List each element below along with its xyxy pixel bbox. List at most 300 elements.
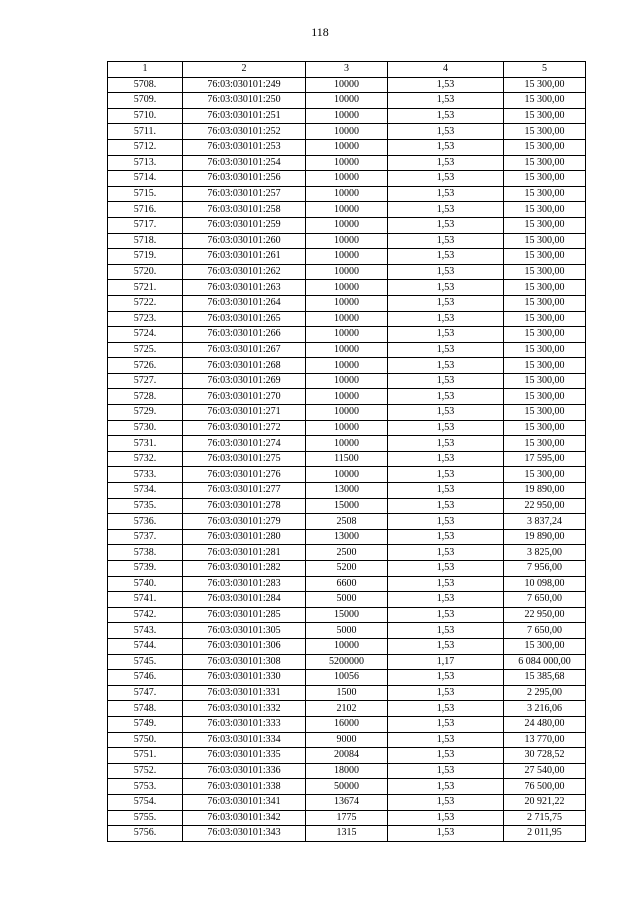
cadastral-number-cell: 76:03:030101:332 bbox=[183, 701, 306, 717]
table-row bbox=[108, 794, 586, 810]
amount-cell: 15 300,00 bbox=[504, 436, 586, 452]
coefficient-cell: 1,53 bbox=[388, 186, 504, 202]
coefficient-cell: 1,53 bbox=[388, 779, 504, 795]
table-row bbox=[108, 576, 586, 592]
coefficient-cell: 1,53 bbox=[388, 342, 504, 358]
area-cell: 10000 bbox=[306, 405, 388, 421]
coefficient-cell: 1,53 bbox=[388, 685, 504, 701]
area-cell: 10000 bbox=[306, 373, 388, 389]
amount-cell: 76 500,00 bbox=[504, 779, 586, 795]
table-row bbox=[108, 732, 586, 748]
coefficient-cell: 1,53 bbox=[388, 420, 504, 436]
coefficient-cell: 1,53 bbox=[388, 311, 504, 327]
cadastral-number-cell: 76:03:030101:342 bbox=[183, 810, 306, 826]
amount-cell: 15 300,00 bbox=[504, 217, 586, 233]
amount-cell: 15 300,00 bbox=[504, 108, 586, 124]
table-row bbox=[108, 826, 586, 842]
area-cell: 2500 bbox=[306, 545, 388, 561]
row-number-cell: 5753. bbox=[108, 779, 183, 795]
table-row bbox=[108, 202, 586, 218]
amount-cell: 22 950,00 bbox=[504, 498, 586, 514]
table-row bbox=[108, 716, 586, 732]
row-number-cell: 5714. bbox=[108, 171, 183, 187]
column-header: 4 bbox=[388, 62, 504, 78]
table-body bbox=[108, 77, 586, 841]
table-row bbox=[108, 483, 586, 499]
amount-cell: 10 098,00 bbox=[504, 576, 586, 592]
cadastral-number-cell: 76:03:030101:338 bbox=[183, 779, 306, 795]
amount-cell: 19 890,00 bbox=[504, 483, 586, 499]
row-number-cell: 5710. bbox=[108, 108, 183, 124]
cadastral-number-cell: 76:03:030101:283 bbox=[183, 576, 306, 592]
area-cell: 5000 bbox=[306, 623, 388, 639]
coefficient-cell: 1,53 bbox=[388, 576, 504, 592]
area-cell: 10000 bbox=[306, 280, 388, 296]
area-cell: 5200 bbox=[306, 561, 388, 577]
area-cell: 10000 bbox=[306, 124, 388, 140]
table-row bbox=[108, 186, 586, 202]
table-row bbox=[108, 264, 586, 280]
table-row bbox=[108, 670, 586, 686]
table-row bbox=[108, 436, 586, 452]
cadastral-number-cell: 76:03:030101:272 bbox=[183, 420, 306, 436]
amount-cell: 15 300,00 bbox=[504, 327, 586, 343]
row-number-cell: 5708. bbox=[108, 77, 183, 93]
area-cell: 10000 bbox=[306, 342, 388, 358]
coefficient-cell: 1,53 bbox=[388, 93, 504, 109]
area-cell: 10000 bbox=[306, 264, 388, 280]
row-number-cell: 5752. bbox=[108, 763, 183, 779]
amount-cell: 17 595,00 bbox=[504, 451, 586, 467]
cadastral-number-cell: 76:03:030101:306 bbox=[183, 638, 306, 654]
table-row bbox=[108, 748, 586, 764]
amount-cell: 15 300,00 bbox=[504, 139, 586, 155]
amount-cell: 15 300,00 bbox=[504, 342, 586, 358]
row-number-cell: 5754. bbox=[108, 794, 183, 810]
table-row bbox=[108, 108, 586, 124]
coefficient-cell: 1,53 bbox=[388, 280, 504, 296]
row-number-cell: 5740. bbox=[108, 576, 183, 592]
amount-cell: 15 300,00 bbox=[504, 155, 586, 171]
coefficient-cell: 1,53 bbox=[388, 249, 504, 265]
coefficient-cell: 1,53 bbox=[388, 108, 504, 124]
coefficient-cell: 1,53 bbox=[388, 77, 504, 93]
area-cell: 10000 bbox=[306, 327, 388, 343]
cadastral-number-cell: 76:03:030101:254 bbox=[183, 155, 306, 171]
amount-cell: 15 300,00 bbox=[504, 295, 586, 311]
area-cell: 10000 bbox=[306, 108, 388, 124]
cadastral-number-cell: 76:03:030101:269 bbox=[183, 373, 306, 389]
row-number-cell: 5756. bbox=[108, 826, 183, 842]
cadastral-number-cell: 76:03:030101:285 bbox=[183, 607, 306, 623]
column-header: 5 bbox=[504, 62, 586, 78]
amount-cell: 20 921,22 bbox=[504, 794, 586, 810]
amount-cell: 15 300,00 bbox=[504, 405, 586, 421]
amount-cell: 3 825,00 bbox=[504, 545, 586, 561]
area-cell: 10056 bbox=[306, 670, 388, 686]
row-number-cell: 5719. bbox=[108, 249, 183, 265]
table-row bbox=[108, 638, 586, 654]
row-number-cell: 5733. bbox=[108, 467, 183, 483]
area-cell: 2102 bbox=[306, 701, 388, 717]
cadastral-number-cell: 76:03:030101:333 bbox=[183, 716, 306, 732]
row-number-cell: 5724. bbox=[108, 327, 183, 343]
coefficient-cell: 1,53 bbox=[388, 436, 504, 452]
area-cell: 10000 bbox=[306, 436, 388, 452]
row-number-cell: 5739. bbox=[108, 561, 183, 577]
cadastral-number-cell: 76:03:030101:260 bbox=[183, 233, 306, 249]
table-row bbox=[108, 467, 586, 483]
area-cell: 10000 bbox=[306, 233, 388, 249]
area-cell: 13674 bbox=[306, 794, 388, 810]
coefficient-cell: 1,53 bbox=[388, 623, 504, 639]
table-row bbox=[108, 155, 586, 171]
row-number-cell: 5723. bbox=[108, 311, 183, 327]
area-cell: 6600 bbox=[306, 576, 388, 592]
cadastral-number-cell: 76:03:030101:258 bbox=[183, 202, 306, 218]
coefficient-cell: 1,53 bbox=[388, 327, 504, 343]
amount-cell: 15 300,00 bbox=[504, 373, 586, 389]
area-cell: 15000 bbox=[306, 607, 388, 623]
area-cell: 10000 bbox=[306, 420, 388, 436]
coefficient-cell: 1,53 bbox=[388, 295, 504, 311]
row-number-cell: 5732. bbox=[108, 451, 183, 467]
table-row bbox=[108, 545, 586, 561]
area-cell: 2508 bbox=[306, 514, 388, 530]
table-row bbox=[108, 685, 586, 701]
area-cell: 1315 bbox=[306, 826, 388, 842]
table-row bbox=[108, 311, 586, 327]
cadastral-number-cell: 76:03:030101:250 bbox=[183, 93, 306, 109]
coefficient-cell: 1,53 bbox=[388, 498, 504, 514]
coefficient-cell: 1,53 bbox=[388, 358, 504, 374]
row-number-cell: 5738. bbox=[108, 545, 183, 561]
cadastral-number-cell: 76:03:030101:265 bbox=[183, 311, 306, 327]
table-row bbox=[108, 498, 586, 514]
table-row bbox=[108, 124, 586, 140]
cadastral-number-cell: 76:03:030101:264 bbox=[183, 295, 306, 311]
cadastral-number-cell: 76:03:030101:275 bbox=[183, 451, 306, 467]
area-cell: 15000 bbox=[306, 498, 388, 514]
cadastral-number-cell: 76:03:030101:336 bbox=[183, 763, 306, 779]
row-number-cell: 5744. bbox=[108, 638, 183, 654]
row-number-cell: 5718. bbox=[108, 233, 183, 249]
row-number-cell: 5730. bbox=[108, 420, 183, 436]
amount-cell: 15 300,00 bbox=[504, 467, 586, 483]
area-cell: 11500 bbox=[306, 451, 388, 467]
amount-cell: 24 480,00 bbox=[504, 716, 586, 732]
cadastral-number-cell: 76:03:030101:261 bbox=[183, 249, 306, 265]
coefficient-cell: 1,53 bbox=[388, 483, 504, 499]
area-cell: 10000 bbox=[306, 93, 388, 109]
table-row bbox=[108, 327, 586, 343]
coefficient-cell: 1,53 bbox=[388, 592, 504, 608]
coefficient-cell: 1,53 bbox=[388, 373, 504, 389]
table-row bbox=[108, 514, 586, 530]
area-cell: 10000 bbox=[306, 295, 388, 311]
cadastral-number-cell: 76:03:030101:276 bbox=[183, 467, 306, 483]
table-row bbox=[108, 295, 586, 311]
cadastral-number-cell: 76:03:030101:262 bbox=[183, 264, 306, 280]
area-cell: 13000 bbox=[306, 529, 388, 545]
coefficient-cell: 1,53 bbox=[388, 732, 504, 748]
cadastral-number-cell: 76:03:030101:263 bbox=[183, 280, 306, 296]
cadastral-number-cell: 76:03:030101:259 bbox=[183, 217, 306, 233]
row-number-cell: 5720. bbox=[108, 264, 183, 280]
area-cell: 1500 bbox=[306, 685, 388, 701]
coefficient-cell: 1,53 bbox=[388, 794, 504, 810]
coefficient-cell: 1,53 bbox=[388, 264, 504, 280]
row-number-cell: 5709. bbox=[108, 93, 183, 109]
amount-cell: 2 011,95 bbox=[504, 826, 586, 842]
amount-cell: 6 084 000,00 bbox=[504, 654, 586, 670]
table-row bbox=[108, 249, 586, 265]
cadastral-number-cell: 76:03:030101:277 bbox=[183, 483, 306, 499]
row-number-cell: 5712. bbox=[108, 139, 183, 155]
area-cell: 9000 bbox=[306, 732, 388, 748]
table-row bbox=[108, 810, 586, 826]
cadastral-number-cell: 76:03:030101:266 bbox=[183, 327, 306, 343]
amount-cell: 15 300,00 bbox=[504, 171, 586, 187]
area-cell: 50000 bbox=[306, 779, 388, 795]
table-row bbox=[108, 451, 586, 467]
cadastral-number-cell: 76:03:030101:268 bbox=[183, 358, 306, 374]
cadastral-number-cell: 76:03:030101:274 bbox=[183, 436, 306, 452]
row-number-cell: 5748. bbox=[108, 701, 183, 717]
amount-cell: 15 300,00 bbox=[504, 311, 586, 327]
area-cell: 10000 bbox=[306, 467, 388, 483]
table-row bbox=[108, 529, 586, 545]
row-number-cell: 5716. bbox=[108, 202, 183, 218]
row-number-cell: 5746. bbox=[108, 670, 183, 686]
coefficient-cell: 1,53 bbox=[388, 607, 504, 623]
cadastral-number-cell: 76:03:030101:331 bbox=[183, 685, 306, 701]
row-number-cell: 5742. bbox=[108, 607, 183, 623]
column-header: 2 bbox=[183, 62, 306, 78]
table-row bbox=[108, 654, 586, 670]
coefficient-cell: 1,53 bbox=[388, 171, 504, 187]
table-row bbox=[108, 763, 586, 779]
cadastral-number-cell: 76:03:030101:335 bbox=[183, 748, 306, 764]
area-cell: 10000 bbox=[306, 358, 388, 374]
coefficient-cell: 1,53 bbox=[388, 638, 504, 654]
area-cell: 10000 bbox=[306, 139, 388, 155]
table-row bbox=[108, 280, 586, 296]
amount-cell: 30 728,52 bbox=[504, 748, 586, 764]
coefficient-cell: 1,17 bbox=[388, 654, 504, 670]
coefficient-cell: 1,53 bbox=[388, 701, 504, 717]
cadastral-number-cell: 76:03:030101:278 bbox=[183, 498, 306, 514]
amount-cell: 3 837,24 bbox=[504, 514, 586, 530]
cadastral-number-cell: 76:03:030101:249 bbox=[183, 77, 306, 93]
area-cell: 16000 bbox=[306, 716, 388, 732]
amount-cell: 2 715,75 bbox=[504, 810, 586, 826]
cadastral-number-cell: 76:03:030101:334 bbox=[183, 732, 306, 748]
cadastral-number-cell: 76:03:030101:281 bbox=[183, 545, 306, 561]
coefficient-cell: 1,53 bbox=[388, 826, 504, 842]
row-number-cell: 5747. bbox=[108, 685, 183, 701]
coefficient-cell: 1,53 bbox=[388, 670, 504, 686]
amount-cell: 15 300,00 bbox=[504, 389, 586, 405]
table-row bbox=[108, 373, 586, 389]
row-number-cell: 5717. bbox=[108, 217, 183, 233]
cadastral-number-cell: 76:03:030101:308 bbox=[183, 654, 306, 670]
table-row bbox=[108, 405, 586, 421]
row-number-cell: 5729. bbox=[108, 405, 183, 421]
table-row bbox=[108, 93, 586, 109]
row-number-cell: 5734. bbox=[108, 483, 183, 499]
amount-cell: 15 300,00 bbox=[504, 249, 586, 265]
header-row bbox=[108, 62, 586, 78]
amount-cell: 15 300,00 bbox=[504, 202, 586, 218]
cadastral-number-cell: 76:03:030101:284 bbox=[183, 592, 306, 608]
area-cell: 1775 bbox=[306, 810, 388, 826]
area-cell: 18000 bbox=[306, 763, 388, 779]
coefficient-cell: 1,53 bbox=[388, 124, 504, 140]
cadastral-number-cell: 76:03:030101:280 bbox=[183, 529, 306, 545]
page-number: 118 bbox=[311, 25, 329, 39]
coefficient-cell: 1,53 bbox=[388, 202, 504, 218]
area-cell: 10000 bbox=[306, 186, 388, 202]
amount-cell: 15 300,00 bbox=[504, 77, 586, 93]
amount-cell: 19 890,00 bbox=[504, 529, 586, 545]
row-number-cell: 5727. bbox=[108, 373, 183, 389]
amount-cell: 15 385,68 bbox=[504, 670, 586, 686]
table-row bbox=[108, 171, 586, 187]
row-number-cell: 5731. bbox=[108, 436, 183, 452]
coefficient-cell: 1,53 bbox=[388, 139, 504, 155]
amount-cell: 7 650,00 bbox=[504, 592, 586, 608]
coefficient-cell: 1,53 bbox=[388, 748, 504, 764]
area-cell: 10000 bbox=[306, 77, 388, 93]
amount-cell: 2 295,00 bbox=[504, 685, 586, 701]
row-number-cell: 5736. bbox=[108, 514, 183, 530]
area-cell: 13000 bbox=[306, 483, 388, 499]
amount-cell: 22 950,00 bbox=[504, 607, 586, 623]
cadastral-number-cell: 76:03:030101:251 bbox=[183, 108, 306, 124]
cadastral-number-cell: 76:03:030101:330 bbox=[183, 670, 306, 686]
data-table bbox=[107, 61, 586, 842]
coefficient-cell: 1,53 bbox=[388, 233, 504, 249]
area-cell: 10000 bbox=[306, 217, 388, 233]
cadastral-number-cell: 76:03:030101:256 bbox=[183, 171, 306, 187]
area-cell: 10000 bbox=[306, 638, 388, 654]
table-row bbox=[108, 607, 586, 623]
row-number-cell: 5743. bbox=[108, 623, 183, 639]
table-row bbox=[108, 623, 586, 639]
cadastral-number-cell: 76:03:030101:267 bbox=[183, 342, 306, 358]
table-row bbox=[108, 139, 586, 155]
amount-cell: 15 300,00 bbox=[504, 638, 586, 654]
row-number-cell: 5713. bbox=[108, 155, 183, 171]
row-number-cell: 5750. bbox=[108, 732, 183, 748]
cadastral-number-cell: 76:03:030101:305 bbox=[183, 623, 306, 639]
column-header: 1 bbox=[108, 62, 183, 78]
area-cell: 10000 bbox=[306, 171, 388, 187]
area-cell: 10000 bbox=[306, 155, 388, 171]
coefficient-cell: 1,53 bbox=[388, 810, 504, 826]
row-number-cell: 5726. bbox=[108, 358, 183, 374]
row-number-cell: 5749. bbox=[108, 716, 183, 732]
amount-cell: 15 300,00 bbox=[504, 233, 586, 249]
cadastral-number-cell: 76:03:030101:270 bbox=[183, 389, 306, 405]
table-row bbox=[108, 233, 586, 249]
table-row bbox=[108, 561, 586, 577]
row-number-cell: 5735. bbox=[108, 498, 183, 514]
table-row bbox=[108, 592, 586, 608]
cadastral-number-cell: 76:03:030101:271 bbox=[183, 405, 306, 421]
table-row bbox=[108, 217, 586, 233]
area-cell: 5200000 bbox=[306, 654, 388, 670]
cadastral-number-cell: 76:03:030101:253 bbox=[183, 139, 306, 155]
table-row bbox=[108, 420, 586, 436]
amount-cell: 15 300,00 bbox=[504, 280, 586, 296]
coefficient-cell: 1,53 bbox=[388, 389, 504, 405]
table-row bbox=[108, 779, 586, 795]
coefficient-cell: 1,53 bbox=[388, 763, 504, 779]
row-number-cell: 5715. bbox=[108, 186, 183, 202]
column-header: 3 bbox=[306, 62, 388, 78]
amount-cell: 15 300,00 bbox=[504, 124, 586, 140]
row-number-cell: 5745. bbox=[108, 654, 183, 670]
coefficient-cell: 1,53 bbox=[388, 451, 504, 467]
amount-cell: 15 300,00 bbox=[504, 358, 586, 374]
coefficient-cell: 1,53 bbox=[388, 529, 504, 545]
amount-cell: 27 540,00 bbox=[504, 763, 586, 779]
cadastral-number-cell: 76:03:030101:252 bbox=[183, 124, 306, 140]
table-row bbox=[108, 701, 586, 717]
area-cell: 10000 bbox=[306, 311, 388, 327]
coefficient-cell: 1,53 bbox=[388, 405, 504, 421]
cadastral-number-cell: 76:03:030101:343 bbox=[183, 826, 306, 842]
area-cell: 10000 bbox=[306, 389, 388, 405]
coefficient-cell: 1,53 bbox=[388, 467, 504, 483]
cadastral-number-cell: 76:03:030101:257 bbox=[183, 186, 306, 202]
table-row bbox=[108, 389, 586, 405]
amount-cell: 15 300,00 bbox=[504, 93, 586, 109]
row-number-cell: 5722. bbox=[108, 295, 183, 311]
amount-cell: 7 956,00 bbox=[504, 561, 586, 577]
amount-cell: 15 300,00 bbox=[504, 420, 586, 436]
coefficient-cell: 1,53 bbox=[388, 716, 504, 732]
amount-cell: 15 300,00 bbox=[504, 186, 586, 202]
coefficient-cell: 1,53 bbox=[388, 217, 504, 233]
row-number-cell: 5711. bbox=[108, 124, 183, 140]
row-number-cell: 5737. bbox=[108, 529, 183, 545]
area-cell: 20084 bbox=[306, 748, 388, 764]
row-number-cell: 5725. bbox=[108, 342, 183, 358]
table-row bbox=[108, 358, 586, 374]
coefficient-cell: 1,53 bbox=[388, 514, 504, 530]
row-number-cell: 5721. bbox=[108, 280, 183, 296]
amount-cell: 15 300,00 bbox=[504, 264, 586, 280]
row-number-cell: 5755. bbox=[108, 810, 183, 826]
cadastral-number-cell: 76:03:030101:282 bbox=[183, 561, 306, 577]
amount-cell: 13 770,00 bbox=[504, 732, 586, 748]
coefficient-cell: 1,53 bbox=[388, 561, 504, 577]
amount-cell: 3 216,06 bbox=[504, 701, 586, 717]
row-number-cell: 5728. bbox=[108, 389, 183, 405]
cadastral-number-cell: 76:03:030101:279 bbox=[183, 514, 306, 530]
table-row bbox=[108, 342, 586, 358]
cadastral-number-cell: 76:03:030101:341 bbox=[183, 794, 306, 810]
amount-cell: 7 650,00 bbox=[504, 623, 586, 639]
area-cell: 10000 bbox=[306, 202, 388, 218]
area-cell: 10000 bbox=[306, 249, 388, 265]
row-number-cell: 5741. bbox=[108, 592, 183, 608]
table-row bbox=[108, 77, 586, 93]
area-cell: 5000 bbox=[306, 592, 388, 608]
